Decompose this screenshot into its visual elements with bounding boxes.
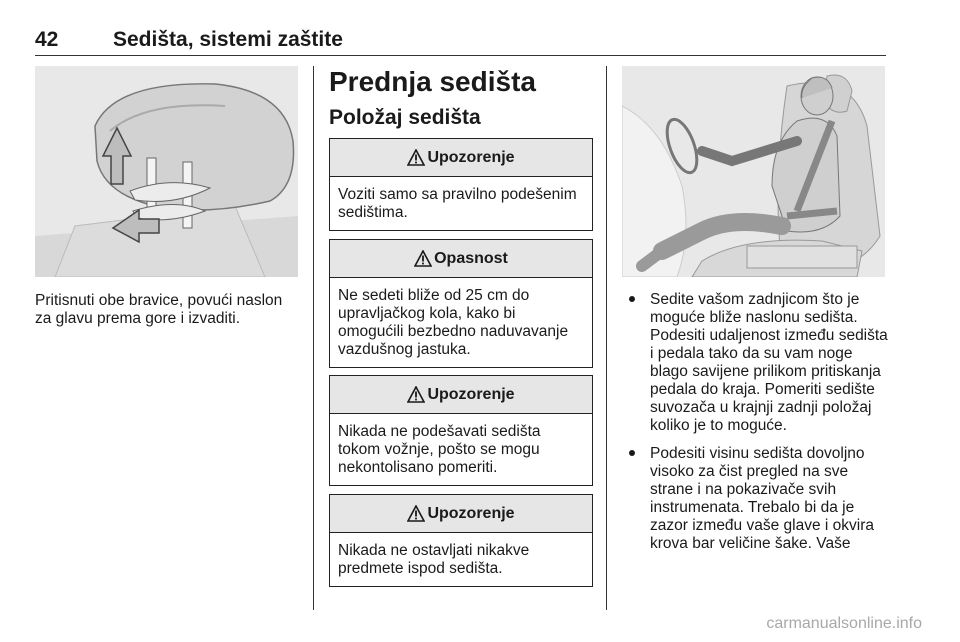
page-number: 42 [35, 28, 59, 51]
warning-title: Upozorenje [427, 504, 515, 522]
page-title: Sedišta, sistemi zaštite [113, 28, 343, 51]
bullet-dot [629, 450, 635, 456]
instruction-list [622, 291, 892, 563]
watermark: carmanualsonline.info [766, 615, 922, 632]
danger-title: Opasnost [434, 249, 508, 267]
warning-triangle-icon [407, 149, 425, 166]
warning-text: Nikada ne podešavati sedišta tokom vožnje, pošto se mogu nekontolisano pomeriti. [338, 423, 541, 476]
danger-text: Ne sedeti bliže od 25 cm do upravljačkog kola, kako bi omogućili bezbedno naduvavanje vazdušnog jastuka. [338, 287, 569, 358]
column-divider-left [313, 66, 314, 610]
warning-header [330, 495, 592, 533]
column-divider-right [606, 66, 607, 610]
warning-triangle-icon [414, 250, 432, 267]
warning-box [329, 494, 593, 587]
warning-header [330, 139, 592, 177]
list-item [622, 445, 892, 553]
warning-header [330, 376, 592, 414]
warning-box [329, 138, 593, 231]
header-rule [35, 55, 886, 56]
warning-title: Upozorenje [427, 385, 515, 403]
list-item-text: Podesiti visinu sedišta dovoljno visoko za čist pregled na sve strane i na pokazivače svih instrumenata. Trebalo bi da je zazor između vaše glave i okvira krova bar veličine šake. Vaše [650, 445, 874, 552]
headrest-caption: Pritisnuti obe bravice, povući naslon za glavu prema gore i izvaditi. [35, 292, 283, 327]
danger-header [330, 240, 592, 278]
warning-box [329, 375, 593, 486]
headrest-illustration [35, 66, 298, 277]
list-item [622, 291, 892, 435]
driver-seat-illustration [622, 66, 885, 277]
warning-triangle-icon [407, 505, 425, 522]
warning-title: Upozorenje [427, 148, 515, 166]
danger-box [329, 239, 593, 368]
section-subheading: Položaj sedišta [329, 106, 481, 129]
bullet-dot [629, 296, 635, 302]
warning-triangle-icon [407, 386, 425, 403]
list-item-text: Sedite vašom zadnjicom što je moguće bliže naslonu sedišta. Podesiti udaljenost između sedišta i pedala tako da su vam noge blago savijene prilikom pritiskanja pedala do kraja. Pomeriti sedište suvozača u krajnji zadnji položaj koliko je to moguće. [650, 291, 888, 434]
warning-text: Voziti samo sa pravilno podešenim sedištima. [338, 186, 577, 221]
section-heading: Prednja sedišta [329, 66, 536, 97]
warning-text: Nikada ne ostavljati nikakve predmete ispod sedišta. [338, 542, 530, 577]
